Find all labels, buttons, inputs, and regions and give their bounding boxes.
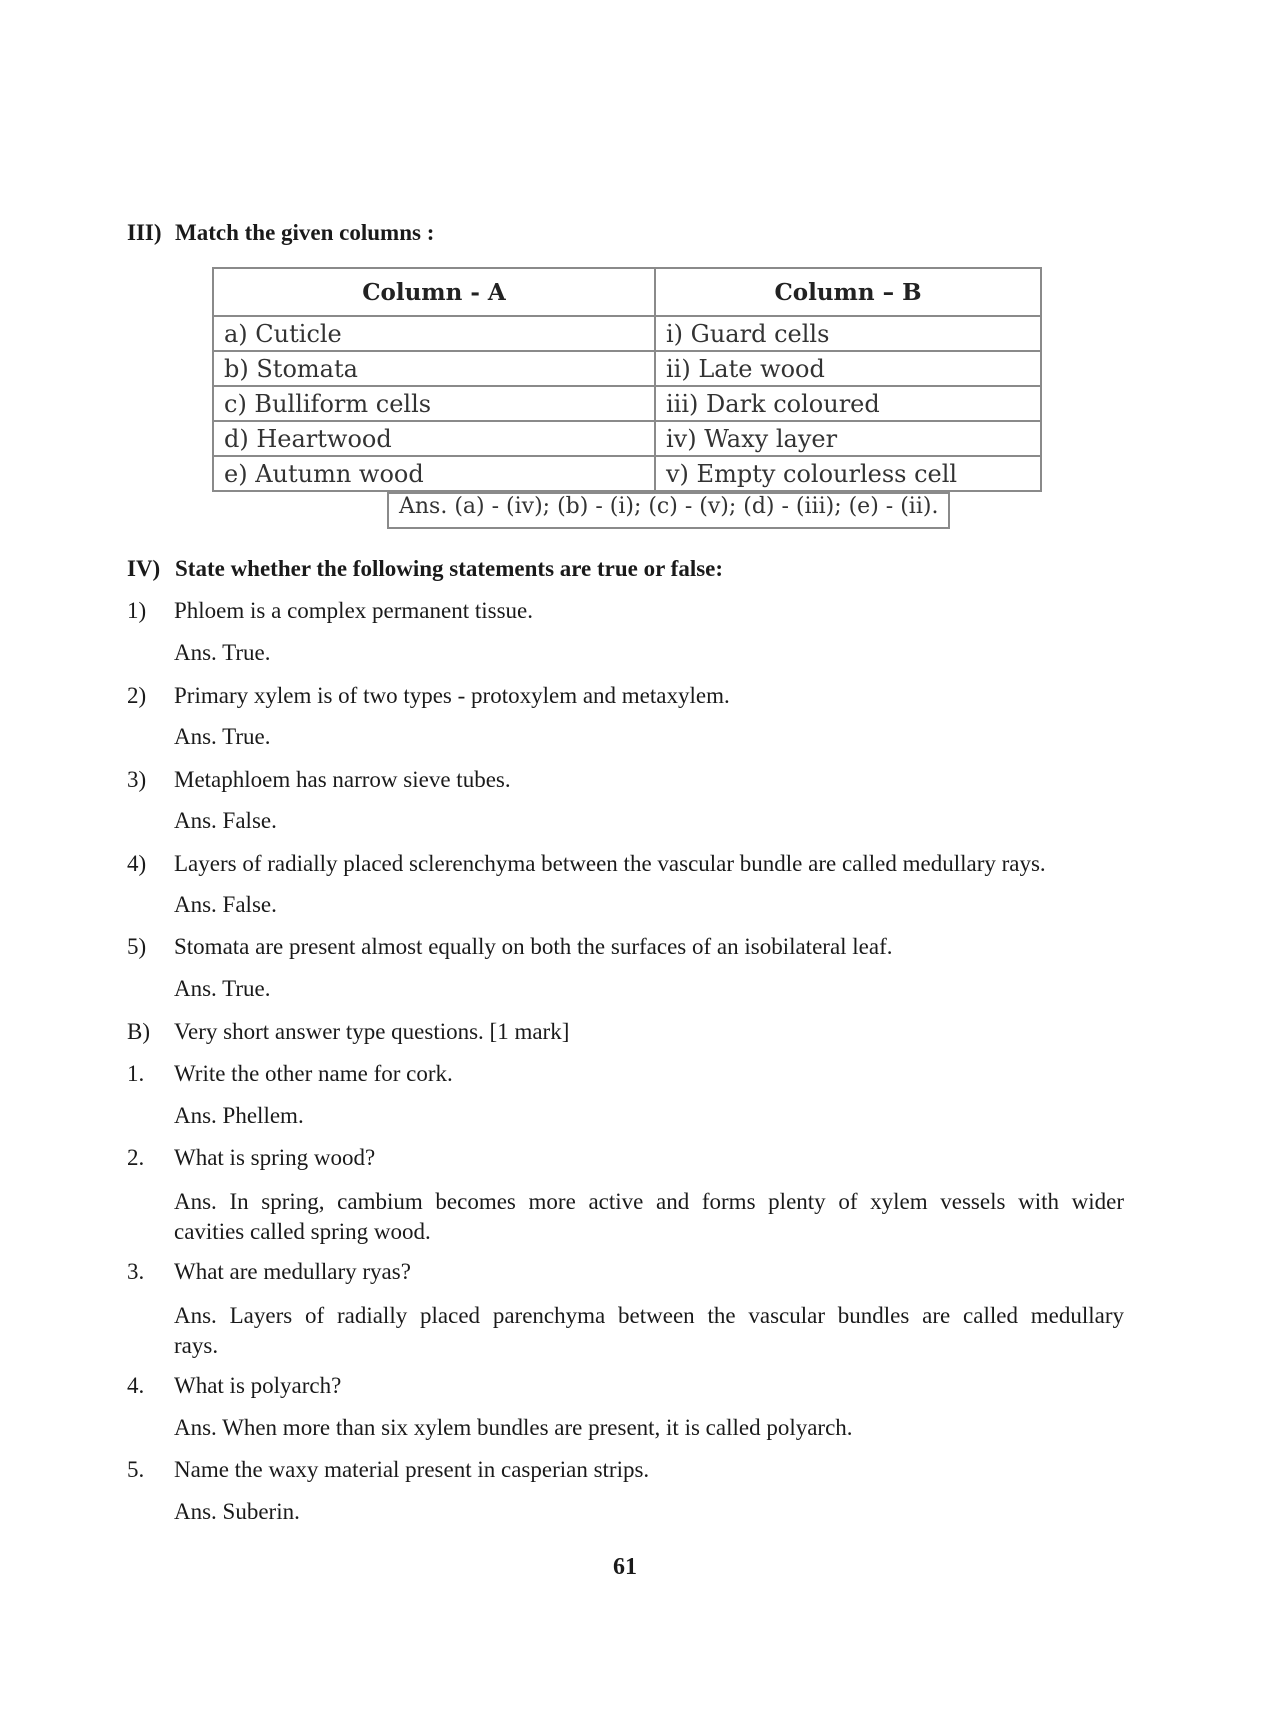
- statement-text: Phloem is a complex permanent tissue.: [174, 598, 533, 623]
- statement-answer: Ans. False.: [174, 808, 277, 833]
- column-b-cell: v) Empty colourless cell: [655, 456, 1041, 491]
- question-number: 5.: [127, 1457, 145, 1482]
- statement-text: Layers of radially placed sclerenchyma between the vascular bundle are called medullary rays.: [174, 851, 1046, 876]
- match-row: [213, 421, 1041, 456]
- column-a-cell: c) Bulliform cells: [213, 386, 655, 421]
- statement-number: 2): [127, 683, 147, 708]
- statement-number: 1): [127, 598, 147, 623]
- statement-answer: Ans. True.: [174, 640, 271, 665]
- question-number: 3.: [127, 1259, 145, 1284]
- answer-line: rays.: [174, 1333, 219, 1358]
- question-answer: Ans. Phellem.: [174, 1103, 304, 1128]
- statement-text: Stomata are present almost equally on both the surfaces of an isobilateral leaf.: [174, 934, 893, 959]
- column-a-cell: e) Autumn wood: [213, 456, 655, 491]
- statement-number: 4): [127, 851, 147, 876]
- section-4-number: IV): [127, 556, 161, 581]
- question-text: Write the other name for cork.: [174, 1061, 453, 1086]
- match-row: [213, 456, 1041, 491]
- section-3-title: Match the given columns :: [175, 220, 435, 245]
- question-number: 4.: [127, 1373, 145, 1398]
- match-answer-row: [213, 491, 1041, 492]
- statement-answer: Ans. True.: [174, 976, 271, 1001]
- column-a-cell: b) Stomata: [213, 351, 655, 386]
- question-answer: Ans. When more than six xylem bundles are present, it is called polyarch.: [174, 1415, 853, 1440]
- question-text: What is spring wood?: [174, 1145, 376, 1170]
- match-row: [213, 386, 1041, 421]
- page-number: 61: [613, 1554, 637, 1580]
- question-answer: Ans. Suberin.: [174, 1499, 300, 1524]
- statement-number: 3): [127, 767, 147, 792]
- column-b-cell: i) Guard cells: [655, 316, 1041, 351]
- section-4-heading: [127, 556, 723, 582]
- question-answer: [174, 1187, 1124, 1247]
- match-row: [213, 351, 1041, 386]
- statement-text: Metaphloem has narrow sieve tubes.: [174, 767, 511, 792]
- question-text: What are medullary ryas?: [174, 1259, 411, 1284]
- statement-number: 5): [127, 934, 147, 959]
- section-b-title: Very short answer type questions. [1 mark]: [174, 1019, 570, 1044]
- match-row: [213, 316, 1041, 351]
- column-a-cell: a) Cuticle: [213, 316, 655, 351]
- statement-answer: Ans. True.: [174, 724, 271, 749]
- section-3-heading: [127, 220, 434, 246]
- section-3-number: III): [127, 220, 162, 245]
- section-4-title: State whether the following statements are true or false:: [175, 556, 724, 581]
- question-answer: [174, 1301, 1124, 1361]
- statement-answer: Ans. False.: [174, 892, 277, 917]
- column-b-cell: iii) Dark coloured: [655, 386, 1041, 421]
- column-b-cell: iv) Waxy layer: [655, 421, 1041, 456]
- question-text: What is polyarch?: [174, 1373, 342, 1398]
- column-b-header: Column – B: [655, 268, 1041, 316]
- section-b-number: B): [127, 1019, 150, 1044]
- answer-line: cavities called spring wood.: [174, 1219, 431, 1244]
- match-answer: Ans. (a) - (iv); (b) - (i); (c) - (v); (d) - (iii); (e) - (ii).: [387, 492, 950, 529]
- question-number: 1.: [127, 1061, 145, 1086]
- column-b-cell: ii) Late wood: [655, 351, 1041, 386]
- match-table: [212, 267, 1042, 519]
- statement-text: Primary xylem is of two types - protoxylem and metaxylem.: [174, 683, 730, 708]
- question-number: 2.: [127, 1145, 145, 1170]
- answer-line: Ans. In spring, cambium becomes more active and forms plenty of xylem vessels with wider: [174, 1189, 1124, 1214]
- match-table-header: [213, 268, 1041, 316]
- column-a-cell: d) Heartwood: [213, 421, 655, 456]
- answer-line: Ans. Layers of radially placed parenchyma between the vascular bundles are called medullary: [174, 1303, 1124, 1328]
- question-text: Name the waxy material present in casperian strips.: [174, 1457, 650, 1482]
- column-a-header: Column - A: [213, 268, 655, 316]
